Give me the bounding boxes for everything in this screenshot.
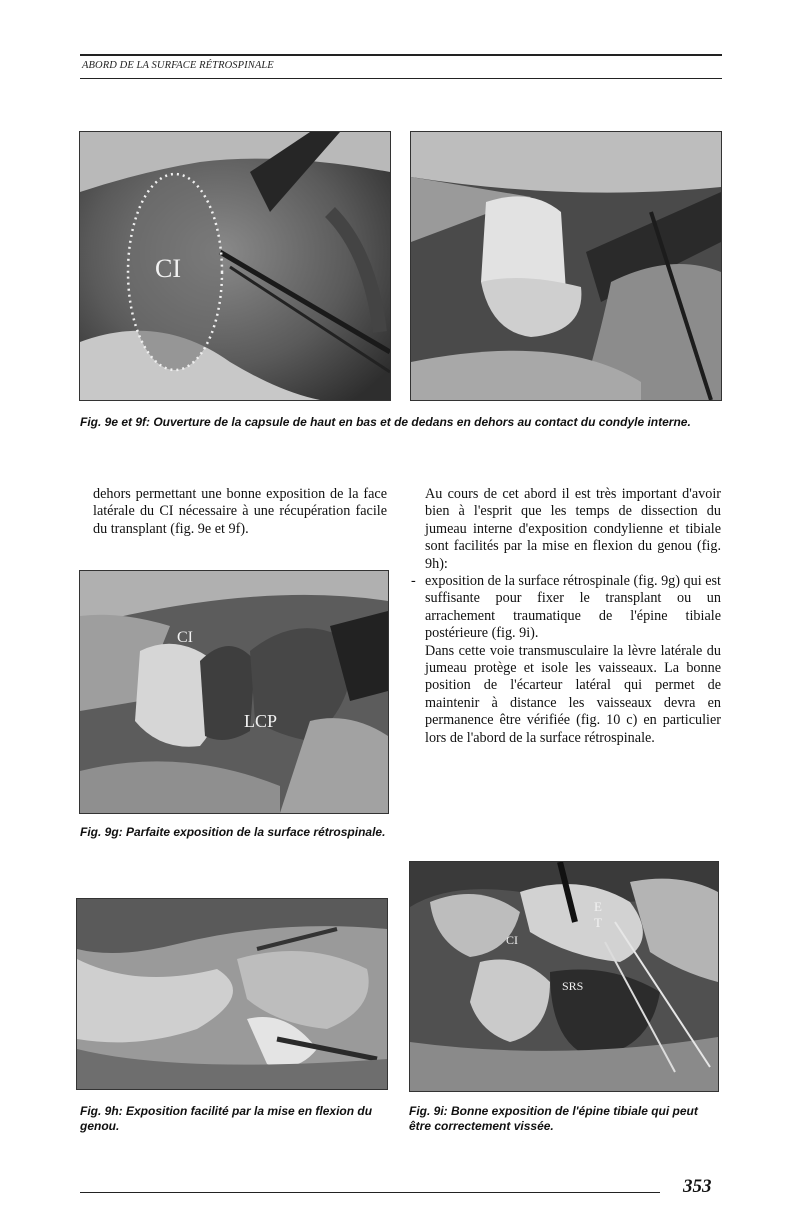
figure-9i-caption: Fig. 9i: Bonne exposition de l'épine tibiale qui peut être correctement vissée. (409, 1104, 698, 1133)
figure-9g-caption: Fig. 9g: Parfaite exposition de la surface rétrospinale. (80, 825, 386, 839)
figure-9g-label-lcp: LCP (244, 711, 278, 731)
figure-9i-label-t: T (594, 915, 602, 930)
figure-9h-photo (76, 898, 388, 1090)
header-rule-bottom (80, 78, 722, 79)
footer-rule (80, 1192, 660, 1193)
right-column-text (411, 486, 721, 747)
figure-9g-image (80, 571, 388, 813)
figure-9i-label-e: E (594, 899, 602, 914)
figure-9i-label-ci: CI (506, 933, 518, 947)
bullet-dash: - (411, 573, 416, 590)
figure-9i-photo (409, 861, 719, 1092)
right-bullet-item (411, 573, 721, 643)
running-header: ABORD DE LA SURFACE RÉTROSPINALE (82, 60, 274, 71)
figure-9e-image (80, 132, 390, 400)
header-rule-top (80, 54, 722, 56)
figure-9h-image (77, 899, 387, 1089)
figure-9i-image (410, 862, 718, 1091)
figure-9e-label-ci: CI (155, 254, 181, 283)
figure-9g-label-ci: CI (177, 629, 193, 646)
page-number: 353 (683, 1176, 712, 1197)
figure-9ef-caption: Fig. 9e et 9f: Ouverture de la capsule de haut en bas et de dedans en dehors au contact du condyle interne. (80, 415, 691, 429)
right-paragraph-1: Au cours de cet abord il est très important d'avoir bien à l'esprit que les temps de dissection du jumeau interne d'exposition condylienne et tibiale sont facilités par la mise en flexion du genou (fig. 9h): (425, 486, 721, 572)
figure-9f-photo (410, 131, 722, 401)
right-bullet-text: exposition de la surface rétrospinale (fig. 9g) qui est suffisante pour fixer le transplant ou un arrachement traumatique de l'épine tibiale postérieure (fig. 9i). (425, 573, 721, 642)
figure-9i-label-srs: SRS (562, 979, 584, 993)
right-paragraph-2: Dans cette voie transmusculaire la lèvre latérale du jumeau protège et isole les vaisseaux. La bonne position de l'écarteur latéral qui permet de maintenir à distance les vaisseaux devra en permanence être vérifiée (fig. 10 c) en particulier lors de l'abord de la surface rétrospinale. (425, 642, 721, 746)
figure-9f-image (411, 132, 721, 400)
figure-9h-caption: Fig. 9h: Exposition facilité par la mise en flexion du genou. (80, 1104, 373, 1133)
figure-9g-photo (79, 570, 389, 814)
left-column-paragraph: dehors permettant une bonne exposition de la face latérale du CI nécessaire à une récupération facile du transplant (fig. 9e et 9f). (93, 486, 387, 537)
figure-9e-photo (79, 131, 391, 401)
